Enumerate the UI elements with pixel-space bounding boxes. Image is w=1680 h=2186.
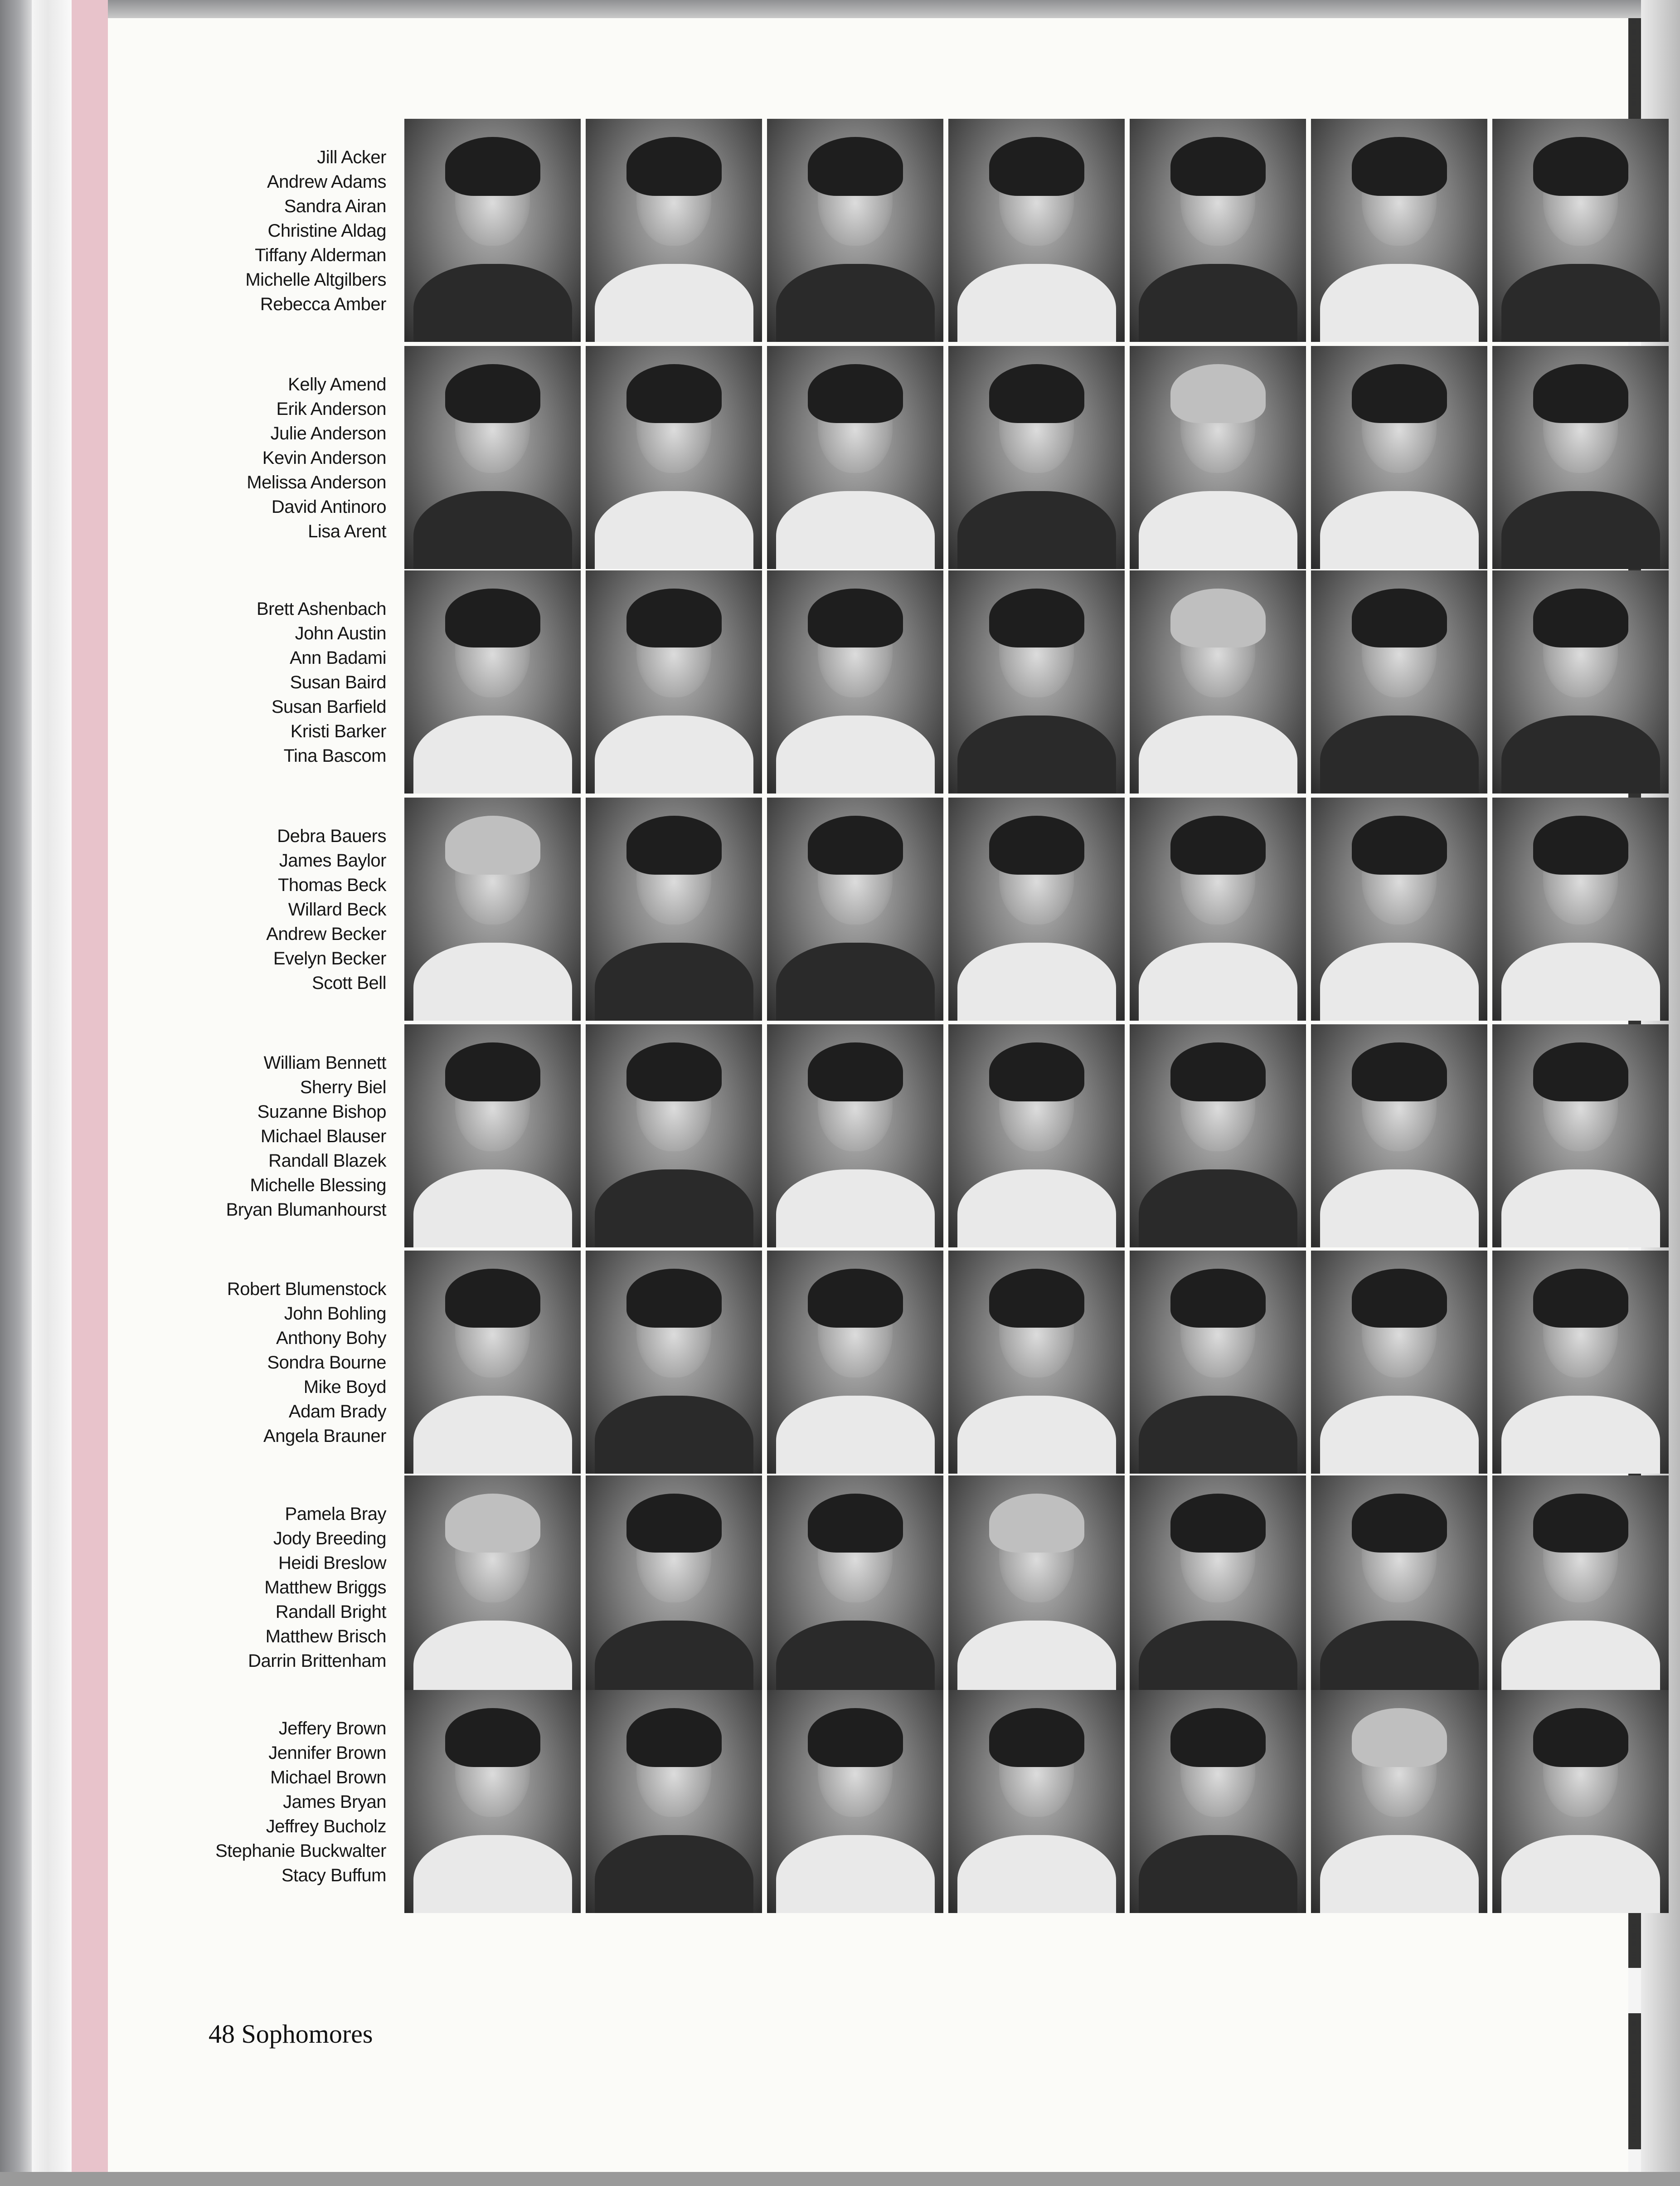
student-name: Jeffrey Bucholz <box>266 1816 386 1836</box>
student-portrait <box>1130 1690 1306 1913</box>
portrait-hair <box>989 1708 1084 1767</box>
student-name: David Antinoro <box>271 497 386 517</box>
portrait-hair <box>989 364 1084 423</box>
portrait-hair <box>1170 1494 1266 1553</box>
student-portrait <box>1311 1024 1487 1247</box>
student-name: Erik Anderson <box>276 399 386 419</box>
portrait-body <box>1501 1621 1660 1699</box>
student-portrait <box>767 1024 943 1247</box>
student-portrait <box>586 798 762 1021</box>
student-name: Sondra Bourne <box>267 1353 386 1373</box>
name-list <box>136 1277 386 1448</box>
portrait-hair <box>808 589 903 648</box>
student-name: Lisa Arent <box>308 521 386 541</box>
portrait-row <box>136 1024 1632 1247</box>
student-portrait <box>1492 1475 1669 1699</box>
name-list <box>136 372 386 544</box>
student-portrait <box>948 1690 1125 1913</box>
portrait-hair <box>1352 589 1447 648</box>
portrait-hair <box>445 1494 540 1553</box>
portrait-hair <box>808 364 903 423</box>
student-name: Kelly Amend <box>288 375 386 394</box>
portrait-hair <box>989 1269 1084 1328</box>
student-name: Michael Brown <box>270 1767 386 1787</box>
portrait-body <box>1320 943 1479 1021</box>
student-portrait <box>1311 798 1487 1021</box>
portrait-body <box>1501 943 1660 1021</box>
student-name: Scott Bell <box>312 973 386 993</box>
student-portrait <box>1311 346 1487 569</box>
portrait-row <box>136 1475 1632 1699</box>
student-name: Evelyn Becker <box>273 949 386 969</box>
student-name: Andrew Adams <box>267 172 386 192</box>
portrait-hair <box>1533 1269 1628 1328</box>
student-portrait <box>767 798 943 1021</box>
student-name: Jody Breeding <box>273 1529 386 1548</box>
portrait-hair <box>1352 1708 1447 1767</box>
student-name: John Austin <box>295 623 386 643</box>
portrait-body <box>413 1621 572 1699</box>
student-portrait <box>1492 798 1669 1021</box>
student-portrait <box>1311 119 1487 342</box>
portrait-body <box>1139 1621 1297 1699</box>
portrait-hair <box>445 589 540 648</box>
portrait-body <box>957 943 1116 1021</box>
student-name: Suzanne Bishop <box>257 1102 386 1122</box>
portrait-body <box>1139 1169 1297 1247</box>
student-name: James Bryan <box>283 1792 386 1812</box>
portrait-row <box>136 1690 1632 1913</box>
portrait-row <box>136 798 1632 1021</box>
portrait-hair <box>808 1494 903 1553</box>
portrait-hair <box>445 137 540 196</box>
student-name: Susan Baird <box>290 672 386 692</box>
student-name: Andrew Becker <box>266 924 386 944</box>
portrait-body <box>776 716 935 794</box>
student-portrait <box>767 1475 943 1699</box>
portrait-row <box>136 346 1632 569</box>
portrait-hair <box>808 1708 903 1767</box>
student-portrait <box>1492 1024 1669 1247</box>
portrait-body <box>413 264 572 342</box>
student-name: Stacy Buffum <box>281 1865 386 1885</box>
student-name: Rebecca Amber <box>260 294 386 314</box>
portrait-hair <box>445 1708 540 1767</box>
portrait-body <box>413 1835 572 1913</box>
student-name: Robert Blumenstock <box>227 1279 386 1299</box>
student-portrait <box>1492 346 1669 569</box>
portrait-body <box>776 943 935 1021</box>
portrait-body <box>957 1835 1116 1913</box>
student-name: Michelle Blessing <box>250 1175 386 1195</box>
portrait-hair <box>626 137 722 196</box>
student-name: Tina Bascom <box>283 746 386 766</box>
portrait-body <box>1139 716 1297 794</box>
portrait-body <box>595 1169 753 1247</box>
student-portrait <box>1492 1690 1669 1913</box>
portrait-body <box>1139 943 1297 1021</box>
portrait-body <box>957 264 1116 342</box>
portrait-body <box>1139 1835 1297 1913</box>
student-portrait <box>1130 1251 1306 1474</box>
student-portrait <box>1130 346 1306 569</box>
student-portrait <box>767 346 943 569</box>
student-name: Debra Bauers <box>277 826 386 846</box>
name-list <box>136 1502 386 1673</box>
portrait-hair <box>1170 1708 1266 1767</box>
student-name: Thomas Beck <box>277 875 386 895</box>
student-name: Willard Beck <box>288 900 386 920</box>
portrait-hair <box>1170 816 1266 875</box>
student-portrait <box>404 1690 581 1913</box>
student-portrait <box>1311 1251 1487 1474</box>
student-name: Heidi Breslow <box>278 1553 386 1573</box>
portrait-hair <box>989 1494 1084 1553</box>
student-portrait <box>586 570 762 794</box>
portrait-body <box>595 491 753 569</box>
page-edge-stack <box>32 0 72 2186</box>
portrait-body <box>776 1621 935 1699</box>
student-portrait <box>1130 570 1306 794</box>
student-name: Jill Acker <box>317 147 386 167</box>
student-portrait <box>1492 1251 1669 1474</box>
portrait-hair <box>626 589 722 648</box>
portrait-hair <box>1170 137 1266 196</box>
page-margin-stripe <box>72 0 108 2186</box>
portrait-body <box>776 264 935 342</box>
student-portrait <box>767 1251 943 1474</box>
student-name: Brett Ashenbach <box>256 599 386 619</box>
portrait-hair <box>808 1042 903 1101</box>
portrait-hair <box>1352 137 1447 196</box>
student-portrait <box>948 1475 1125 1699</box>
portrait-hair <box>989 816 1084 875</box>
student-portrait <box>586 1024 762 1247</box>
student-name: Bryan Blumanhourst <box>226 1200 386 1220</box>
student-name: John Bohling <box>284 1304 386 1324</box>
student-name: Sandra Airan <box>284 196 386 216</box>
student-name: Randall Bright <box>275 1602 386 1622</box>
portrait-body <box>413 716 572 794</box>
portrait-hair <box>808 816 903 875</box>
portrait-body <box>1501 1835 1660 1913</box>
student-portrait <box>404 1024 581 1247</box>
student-name: Matthew Brisch <box>265 1626 386 1646</box>
portrait-hair <box>1352 816 1447 875</box>
photo-strip <box>404 346 1669 569</box>
name-list <box>136 1051 386 1222</box>
portrait-hair <box>626 816 722 875</box>
student-portrait <box>948 570 1125 794</box>
portrait-hair <box>808 137 903 196</box>
portrait-hair <box>626 1042 722 1101</box>
portrait-hair <box>445 816 540 875</box>
student-name: Matthew Briggs <box>264 1577 386 1597</box>
student-portrait <box>586 1251 762 1474</box>
portrait-hair <box>1533 364 1628 423</box>
portrait-body <box>595 716 753 794</box>
student-name: Randall Blazek <box>268 1151 386 1171</box>
portrait-hair <box>626 1269 722 1328</box>
portrait-hair <box>1533 1042 1628 1101</box>
student-name: Stephanie Buckwalter <box>215 1841 386 1861</box>
student-portrait <box>586 346 762 569</box>
student-name: Jeffery Brown <box>278 1719 386 1738</box>
student-portrait <box>1492 119 1669 342</box>
portrait-body <box>1320 716 1479 794</box>
student-name: William Bennett <box>263 1053 386 1073</box>
portrait-body <box>1320 1169 1479 1247</box>
student-name: James Baylor <box>279 851 386 871</box>
portrait-body <box>957 716 1116 794</box>
student-name: Pamela Bray <box>285 1504 386 1524</box>
photo-strip <box>404 570 1669 794</box>
student-portrait <box>948 1024 1125 1247</box>
portrait-hair <box>1533 816 1628 875</box>
student-portrait <box>767 570 943 794</box>
student-portrait <box>1130 1024 1306 1247</box>
portrait-body <box>957 1621 1116 1699</box>
student-name: Julie Anderson <box>270 424 386 443</box>
student-portrait <box>404 346 581 569</box>
portrait-body <box>595 1396 753 1474</box>
student-portrait <box>404 570 581 794</box>
student-name: Adam Brady <box>288 1402 386 1422</box>
portrait-hair <box>1352 1042 1447 1101</box>
student-name: Michelle Altgilbers <box>245 270 386 290</box>
portrait-hair <box>1352 1269 1447 1328</box>
photo-strip <box>404 119 1669 342</box>
portrait-hair <box>626 1708 722 1767</box>
photo-strip <box>404 1690 1669 1913</box>
student-name: Kevin Anderson <box>262 448 386 468</box>
portrait-body <box>776 491 935 569</box>
portrait-hair <box>1352 364 1447 423</box>
portrait-hair <box>1533 137 1628 196</box>
portrait-body <box>1501 1396 1660 1474</box>
student-name: Angela Brauner <box>263 1426 386 1446</box>
portrait-body <box>1501 264 1660 342</box>
student-portrait <box>1492 570 1669 794</box>
student-name: Christine Aldag <box>267 221 386 241</box>
name-list <box>136 824 386 995</box>
portrait-body <box>413 1169 572 1247</box>
student-portrait <box>1130 798 1306 1021</box>
student-name: Ann Badami <box>290 648 386 668</box>
portrait-row <box>136 570 1632 794</box>
portrait-body <box>413 943 572 1021</box>
portrait-body <box>1139 264 1297 342</box>
name-list <box>136 145 386 316</box>
portrait-body <box>776 1835 935 1913</box>
portrait-hair <box>1170 364 1266 423</box>
student-name: Darrin Brittenham <box>248 1651 386 1671</box>
student-name: Melissa Anderson <box>247 472 386 492</box>
student-portrait <box>767 1690 943 1913</box>
portrait-body <box>595 1835 753 1913</box>
portrait-body <box>595 1621 753 1699</box>
portrait-hair <box>1533 589 1628 648</box>
student-name: Mike Boyd <box>303 1377 386 1397</box>
portrait-body <box>1320 1396 1479 1474</box>
student-name: Kristi Barker <box>290 721 386 741</box>
photo-strip <box>404 1024 1669 1247</box>
student-portrait <box>1311 1690 1487 1913</box>
portrait-hair <box>989 137 1084 196</box>
portrait-body <box>413 491 572 569</box>
portrait-body <box>595 264 753 342</box>
portrait-body <box>957 491 1116 569</box>
portrait-hair <box>626 364 722 423</box>
portrait-hair <box>989 589 1084 648</box>
student-portrait <box>586 119 762 342</box>
page-bottom-edge <box>0 2172 1680 2186</box>
student-portrait <box>948 346 1125 569</box>
portrait-hair <box>989 1042 1084 1101</box>
portrait-body <box>595 943 753 1021</box>
portrait-body <box>1320 491 1479 569</box>
portrait-body <box>1501 716 1660 794</box>
student-name: Tiffany Alderman <box>255 245 386 265</box>
book-binding <box>0 0 32 2186</box>
student-name: Susan Barfield <box>271 697 386 717</box>
portrait-body <box>1501 1169 1660 1247</box>
student-portrait <box>1311 1475 1487 1699</box>
photo-strip <box>404 798 1669 1021</box>
student-portrait <box>586 1690 762 1913</box>
student-portrait <box>1311 570 1487 794</box>
student-portrait <box>586 1475 762 1699</box>
student-name: Anthony Bohy <box>276 1328 386 1348</box>
student-name: Sherry Biel <box>300 1077 386 1097</box>
student-portrait <box>404 1475 581 1699</box>
portrait-body <box>413 1396 572 1474</box>
student-name: Michael Blauser <box>260 1126 386 1146</box>
portrait-body <box>1139 1396 1297 1474</box>
portrait-hair <box>626 1494 722 1553</box>
page-footer-label: 48 Sophomores <box>209 2019 373 2049</box>
portrait-body <box>1501 491 1660 569</box>
portrait-body <box>776 1169 935 1247</box>
student-portrait <box>948 1251 1125 1474</box>
student-portrait <box>767 119 943 342</box>
portrait-hair <box>445 364 540 423</box>
name-list <box>136 597 386 768</box>
portrait-hair <box>1170 1269 1266 1328</box>
portrait-hair <box>1170 1042 1266 1101</box>
portrait-row <box>136 119 1632 342</box>
portrait-hair <box>808 1269 903 1328</box>
portrait-hair <box>445 1042 540 1101</box>
student-portrait <box>404 119 581 342</box>
student-portrait <box>948 798 1125 1021</box>
photo-strip <box>404 1251 1669 1474</box>
portrait-hair <box>1352 1494 1447 1553</box>
photo-strip <box>404 1475 1669 1699</box>
portrait-hair <box>1533 1494 1628 1553</box>
portrait-body <box>957 1396 1116 1474</box>
portrait-hair <box>1533 1708 1628 1767</box>
student-portrait <box>404 798 581 1021</box>
page-top-edge <box>0 0 1680 18</box>
portrait-body <box>1320 1835 1479 1913</box>
student-name: Jennifer Brown <box>268 1743 386 1763</box>
portrait-body <box>957 1169 1116 1247</box>
portrait-hair <box>445 1269 540 1328</box>
portrait-row <box>136 1251 1632 1474</box>
name-list <box>136 1716 386 1888</box>
student-portrait <box>1130 1475 1306 1699</box>
portrait-body <box>1139 491 1297 569</box>
student-portrait <box>404 1251 581 1474</box>
student-portrait <box>948 119 1125 342</box>
portrait-hair <box>1170 589 1266 648</box>
portrait-body <box>776 1396 935 1474</box>
portrait-body <box>1320 264 1479 342</box>
student-portrait <box>1130 119 1306 342</box>
portrait-body <box>1320 1621 1479 1699</box>
